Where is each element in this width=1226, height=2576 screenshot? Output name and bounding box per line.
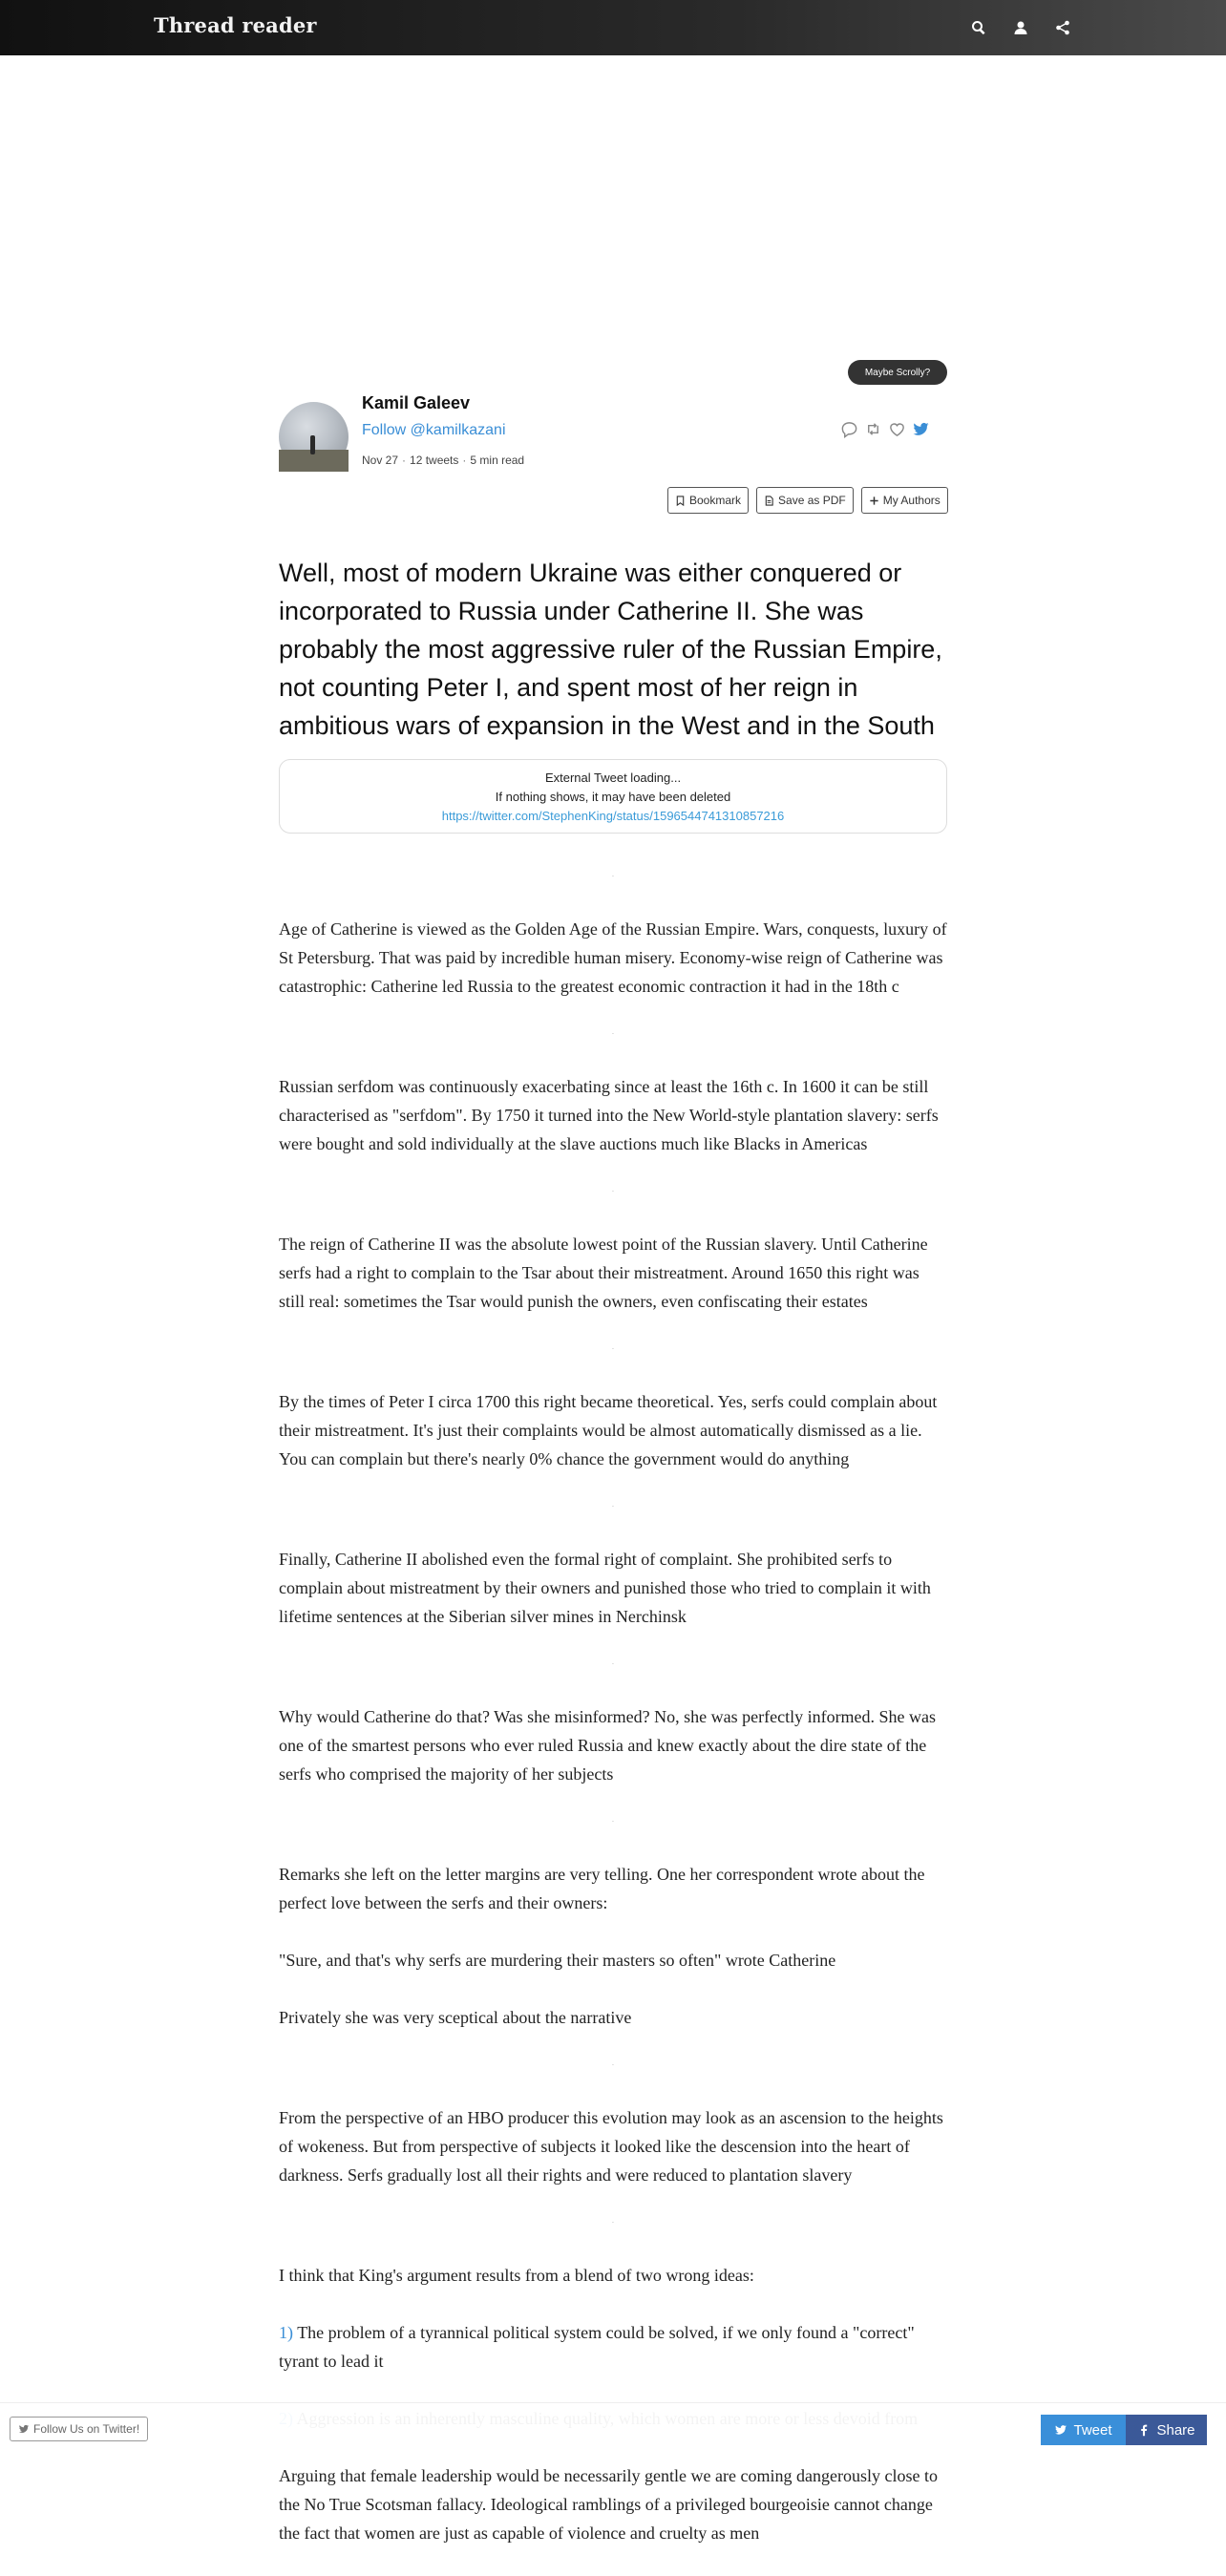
avatar-figure <box>310 435 315 454</box>
twitter-bird-icon[interactable] <box>912 420 930 443</box>
tweet-separator: · <box>611 1344 615 1353</box>
top-navbar <box>0 0 1226 55</box>
tweet-text: By the times of Peter I circa 1700 this right became theoretical. Yes, serfs could complain about their mistreatment. It's just their complaints would be almost automatically dismissed as a lie. You can complain but there's nearly 0% chance the government would do anything <box>279 1392 938 1468</box>
tweet-separator: · <box>611 1502 615 1510</box>
external-tweet-loading: External Tweet loading... <box>544 771 682 785</box>
brand-logo[interactable]: Thread reader <box>154 13 317 37</box>
tweet-text: Remarks she left on the letter margins are very telling. One her correspondent wrote about the perfect love between the serfs and their owners: <box>279 1865 925 1912</box>
follow-us-label: Follow Us on Twitter! <box>33 2422 140 2436</box>
external-tweet-card[interactable] <box>279 759 947 834</box>
topbar-icons <box>968 17 1073 38</box>
tweet-text: From the perspective of an HBO producer this evolution may look as an ascension to the heights of wokeness. But from perspective of subjects it looked like the descension into the heart of darkness. Serfs gradually lost all their rights and were reduced to plantation slavery <box>279 2108 943 2185</box>
thread-meta <box>362 454 524 467</box>
tweet-text: Russian serfdom was continuously exacerbating since at least the 16th c. In 1600 it can be still characterised as "serfdom". By 1750 it turned into the New World-style plantation slavery: serfs were bought and sold individually at the slave auctions much like Blacks in Americas <box>279 1077 939 1153</box>
bookmark-button[interactable] <box>667 487 749 514</box>
save-pdf-label: Save as PDF <box>778 494 846 507</box>
tweet-body <box>279 2461 947 2547</box>
tweet-body <box>279 1702 947 1788</box>
tweet-body <box>279 2103 947 2189</box>
tweet-body <box>279 1387 947 1473</box>
tweet-text: "Sure, and that's why serfs are murdering their masters so often" wrote Catherine <box>279 1951 836 1970</box>
tweet-text: I think that King's argument results from a blend of two wrong ideas: <box>279 2266 754 2285</box>
tweet-body <box>279 1230 947 1316</box>
tweet-text: Arguing that female leadership would be necessarily gentle we are coming dangerously close to the No True Scotsman fallacy. Ideological ramblings of a privileged bourgeoisie cannot change the fact that women are just as capable of violence and cruelty as men <box>279 2466 938 2543</box>
tweet-body <box>279 1860 947 2032</box>
bookmark-label: Bookmark <box>689 494 742 507</box>
tweet-count: 12 tweets <box>410 454 459 467</box>
thread-date: Nov 27 <box>362 454 399 467</box>
tweet-text: Why would Catherine do that? Was she misinformed? No, she was perfectly informed. She was one of the smartest persons who ever ruled Russia and knew exactly about the dire state of the serfs who comprised the majority of her subjects <box>279 1707 937 1784</box>
author-name[interactable]: Kamil Galeev <box>362 393 471 412</box>
search-icon[interactable] <box>968 17 989 38</box>
tweet-share-button[interactable] <box>1041 2415 1126 2445</box>
tweet-separator: · <box>611 2218 615 2227</box>
external-tweet-note: If nothing shows, it may have been deleted <box>495 790 731 804</box>
tweet-separator: · <box>611 1659 615 1668</box>
tweet-separator: · <box>611 2060 615 2069</box>
tweet-text: The reign of Catherine II was the absolute lowest point of the Russian slavery. Until Catherine serfs had a right to complain to the Tsar about their mistreatment. Around 1650 this right was still real: sometimes the Tsar would punish the owners, even confiscating their estates <box>279 1235 928 1311</box>
tweet-label: Tweet <box>1073 2421 1112 2439</box>
lead-tweet: Well, most of modern Ukraine was either conquered or incorporated to Russia under Catherine II. She was probably the most aggressive ruler of the Russian Empire, not counting Peter I, and spent most of her reign in ambitious wars of expansion in the West and in the South <box>279 559 942 740</box>
tweet-text: The problem of a tyrannical political system could be solved, if we only found a "correct" tyrant to lead it <box>279 2323 915 2371</box>
retweet-icon[interactable] <box>864 420 882 443</box>
share-icon[interactable] <box>1052 17 1073 38</box>
share-label: Share <box>1156 2421 1195 2439</box>
tweet-body <box>279 1072 947 1158</box>
tweet-body <box>279 1545 947 1631</box>
like-icon[interactable] <box>888 420 906 443</box>
tweet-separator: · <box>611 872 615 880</box>
tweet-separator: · <box>611 1187 615 1195</box>
my-authors-button[interactable] <box>861 487 948 514</box>
list-number: 1) <box>279 2323 293 2342</box>
bottom-bar <box>0 2402 1226 2452</box>
maybe-scrolly-button[interactable]: Maybe Scrolly? <box>848 360 947 385</box>
external-tweet-link[interactable]: https://twitter.com/StephenKing/status/1596544741310857216 <box>441 809 785 823</box>
tweet-text: Finally, Catherine II abolished even the formal right of complaint. She prohibited serfs to complain about mistreatment by their owners and punished those who tried to complain it with lifetime sentences at the Siberian silver mines in Nerchinsk <box>279 1550 931 1626</box>
tweet-separator: · <box>611 1817 615 1826</box>
pdf-icon <box>764 496 774 506</box>
twitter-bird-icon <box>18 2423 30 2435</box>
reply-icon[interactable] <box>840 420 858 443</box>
meta-dot: · <box>402 454 407 467</box>
facebook-share-button[interactable] <box>1126 2415 1207 2445</box>
tweet-list-item <box>279 2318 947 2375</box>
follow-us-button[interactable] <box>10 2417 148 2441</box>
save-pdf-button[interactable] <box>756 487 854 514</box>
user-icon[interactable] <box>1010 17 1031 38</box>
thread-content <box>279 554 947 2576</box>
read-time: 5 min read <box>470 454 525 467</box>
avatar[interactable] <box>279 402 349 472</box>
tweet-body <box>279 915 947 1001</box>
facebook-icon <box>1137 2423 1151 2437</box>
tweet-actions <box>840 420 930 443</box>
follow-author-link[interactable]: Follow @kamilkazani <box>362 422 506 438</box>
plus-icon <box>869 496 879 506</box>
bookmark-icon <box>675 496 686 506</box>
twitter-bird-icon <box>1054 2423 1067 2437</box>
my-authors-label: My Authors <box>882 494 941 507</box>
meta-dot: · <box>462 454 467 467</box>
tweet-separator: · <box>611 1029 615 1038</box>
tweet-text: Privately she was very sceptical about the narrative <box>279 2008 632 2027</box>
tweet-text: Age of Catherine is viewed as the Golden Age of the Russian Empire. Wars, conquests, luxury of St Petersburg. That was paid by incredible human misery. Economy-wise reign of Catherine was catastrophic: Catherine led Russia to the greatest economic contraction it had in the 18th c <box>279 919 947 996</box>
thread-buttons <box>667 487 948 514</box>
